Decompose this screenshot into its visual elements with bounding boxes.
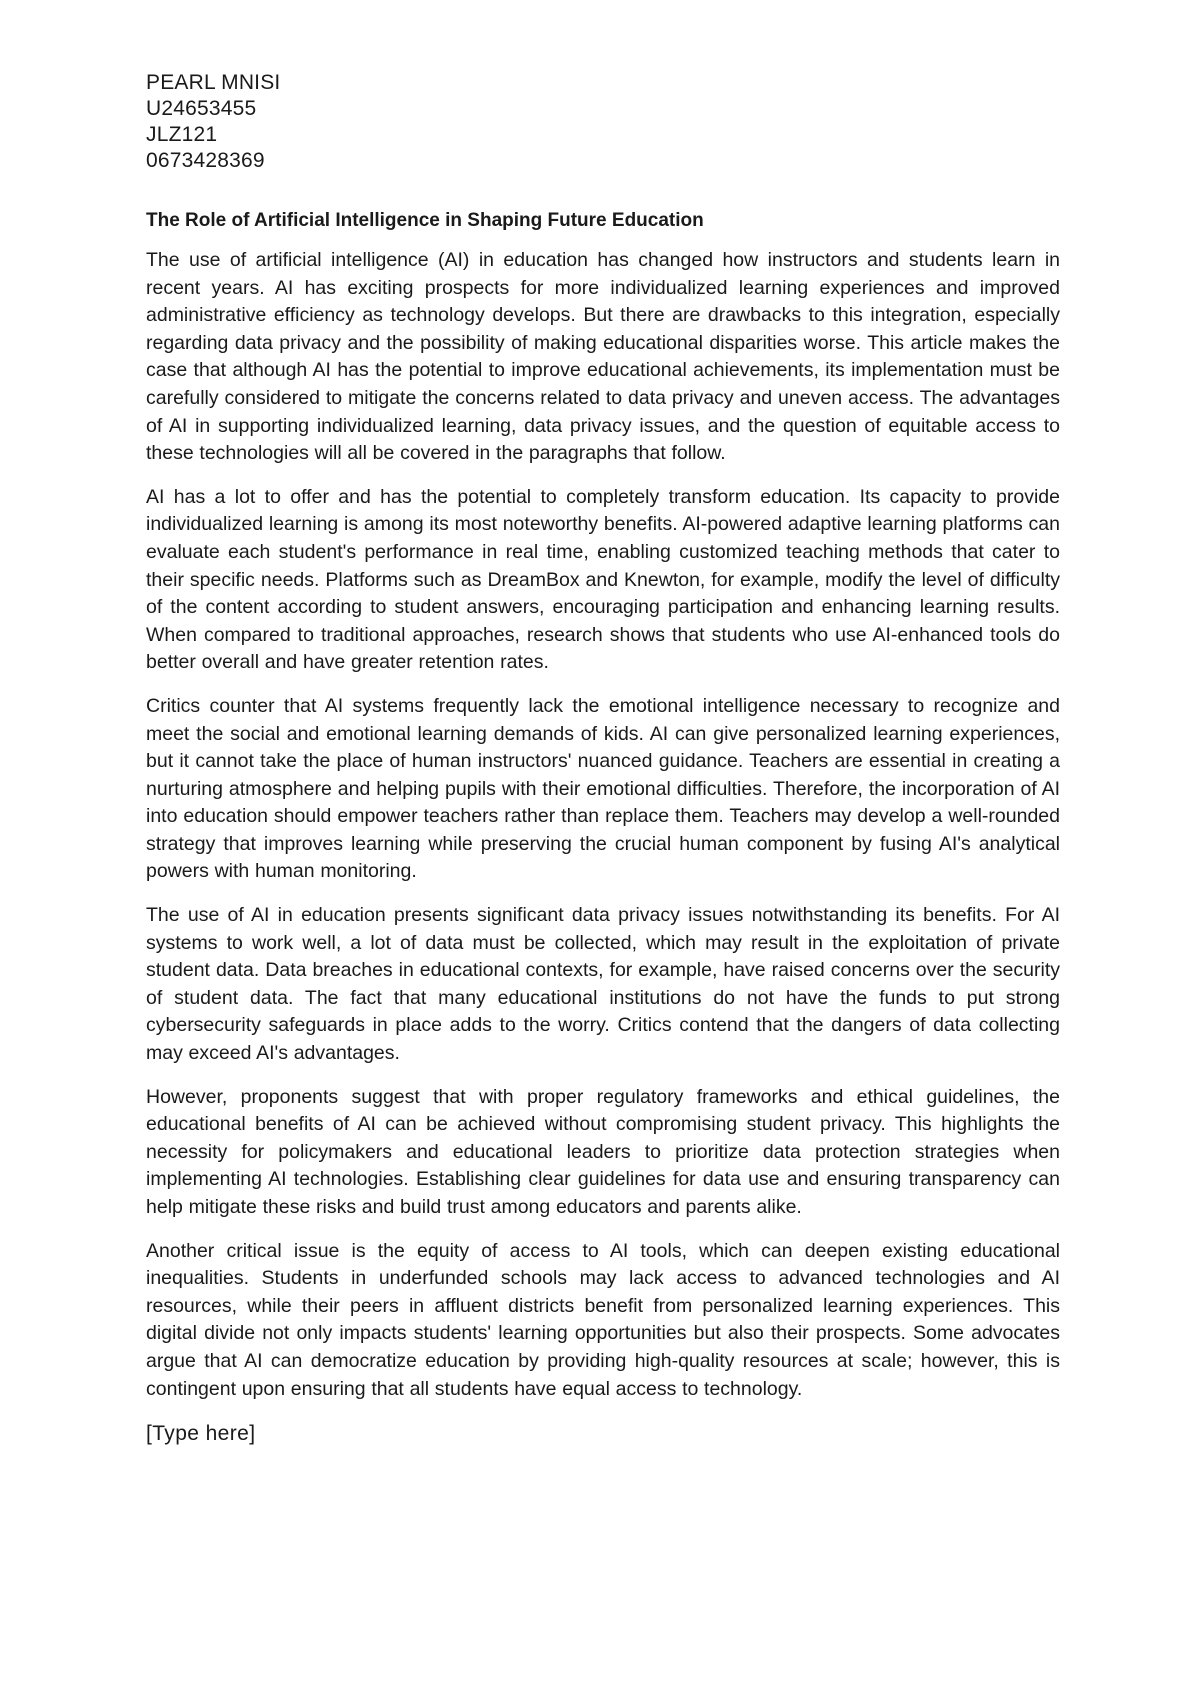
essay-title: The Role of Artificial Intelligence in Shaping Future Education	[146, 210, 704, 231]
phone-number: 0673428369	[146, 149, 265, 172]
module-code: JLZ121	[146, 123, 218, 146]
paragraph-equity: Another critical issue is the equity of access to AI tools, which can deepen existing educational inequalities. Students in underfunded schools may lack access to advanced technologies and AI resources, while their peers in affluent districts benefit from personalized learning experiences. This digital divide not only impacts students' learning opportunities but also their prospects. Some advocates argue that AI can democratize education by providing high-quality resources at scale; however, this is contingent upon ensuring that all students have equal access to technology.	[146, 1239, 1060, 1400]
paragraph-proponents: However, proponents suggest that with proper regulatory frameworks and ethical guidelines, the educational benefits of AI can be achieved without compromising student privacy. This highlights the necessity for policymakers and educational leaders to prioritize data protection strategies when implementing AI technologies. Establishing clear guidelines for data use and ensuring transparency can help mitigate these risks and build trust among educators and parents alike.	[146, 1085, 1060, 1218]
author-name: PEARL MNISI	[146, 71, 281, 94]
paragraph-data-privacy: The use of AI in education presents significant data privacy issues notwithstanding its benefits. For AI systems to work well, a lot of data must be collected, which may result in the exploitation of private student data. Data breaches in educational contexts, for example, have raised concerns over the security of student data. The fact that many educational institutions do not have the funds to put strong cybersecurity safeguards in place adds to the worry. Critics contend that the dangers of data collecting may exceed AI's advantages.	[146, 904, 1060, 1065]
author-details	[146, 70, 1060, 174]
paragraph-introduction: The use of artificial intelligence (AI) in education has changed how instructors and students learn in recent years. AI has exciting prospects for more individualized learning experiences and improved administrative efficiency as technology develops. But there are drawbacks to this integration, especially regarding data privacy and the possibility of making educational disparities worse. This article makes the case that although AI has the potential to improve educational achievements, its implementation must be carefully considered to mitigate the concerns related to data privacy and uneven access. The advantages of AI in supporting individualized learning, data privacy issues, and the question of equitable access to these technologies will all be covered in the paragraphs that follow.	[146, 249, 1060, 465]
document-body	[146, 70, 1060, 1447]
paragraph-benefits: AI has a lot to offer and has the potential to completely transform education. Its capacity to provide individualized learning is among its most noteworthy benefits. AI-powered adaptive learning platforms can evaluate each student's performance in real time, enabling customized teaching methods that cater to their specific needs. Platforms such as DreamBox and Knewton, for example, modify the level of difficulty of the content according to student answers, encouraging participation and enhancing learning results. When compared to traditional approaches, research shows that students who use AI-enhanced tools do better overall and have greater retention rates.	[146, 485, 1060, 674]
student-number: U24653455	[146, 97, 257, 120]
paragraph-critics: Critics counter that AI systems frequently lack the emotional intelligence necessary to recognize and meet the social and emotional learning demands of kids. AI can give personalized learning experiences, but it cannot take the place of human instructors' nuanced guidance. Teachers are essential in creating a nurturing atmosphere and helping pupils with their emotional difficulties. Therefore, the incorporation of AI into education should empower teachers rather than replace them. Teachers may develop a well-rounded strategy that improves learning while preserving the crucial human component by fusing AI's analytical powers with human monitoring.	[146, 694, 1060, 883]
type-here-placeholder[interactable]: [Type here]	[146, 1422, 256, 1446]
